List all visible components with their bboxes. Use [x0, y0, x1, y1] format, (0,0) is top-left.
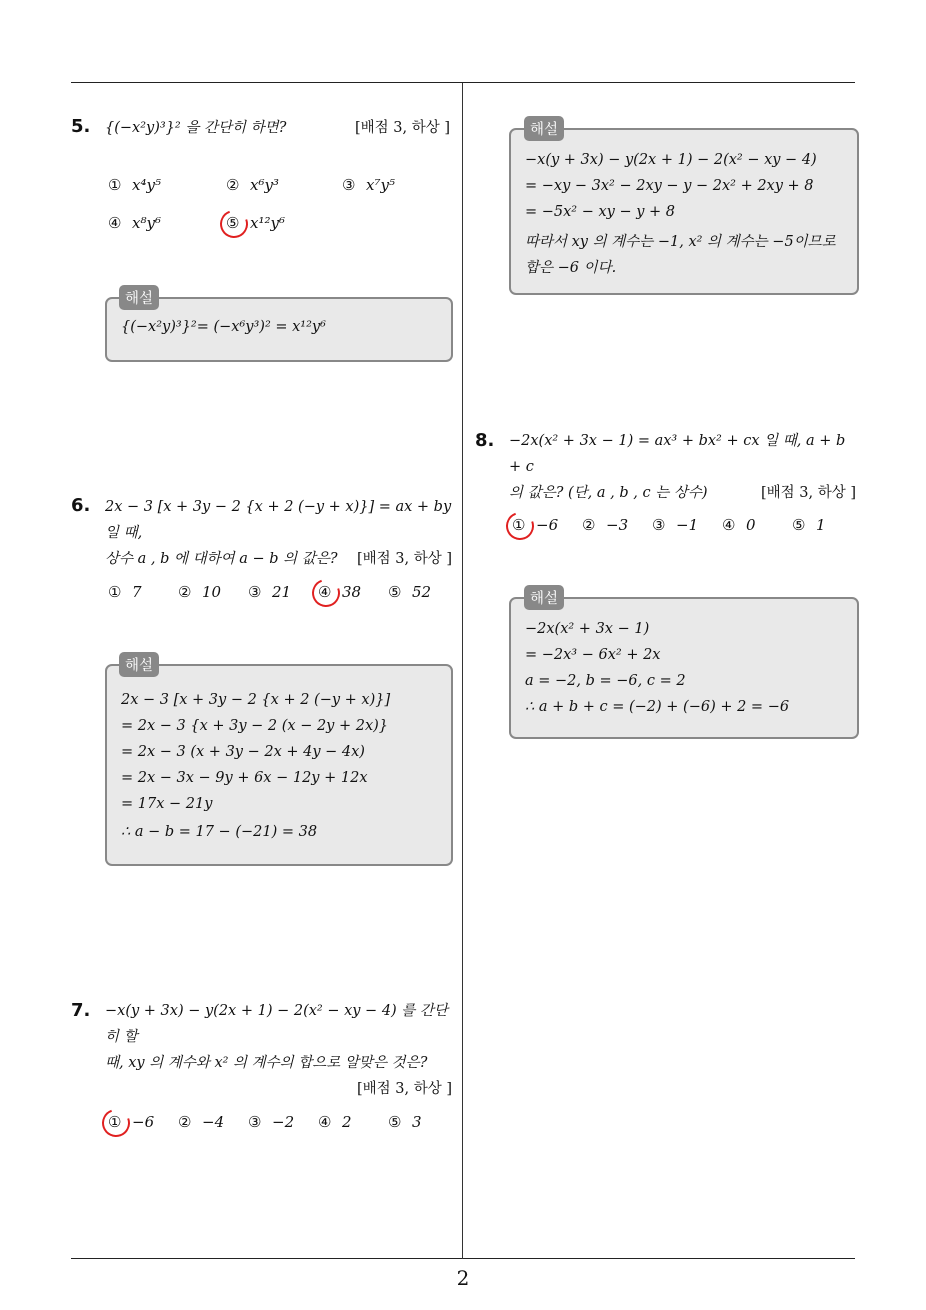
q6-solution-line-4: = 2x − 3x − 9y + 6x − 12y + 12x	[121, 770, 368, 786]
q7-choice-4-text: 2	[342, 1113, 352, 1131]
q6-choice-1-text: 7	[132, 583, 142, 601]
q7-choice-2-text: −4	[202, 1113, 225, 1131]
q6-solution-box	[105, 664, 453, 866]
question-7-meta: [배점 3, 하상 ]	[356, 1081, 452, 1097]
q8-choice-4-mark: ④	[722, 516, 736, 534]
q5-choice-2-text: x⁶y³	[250, 176, 279, 194]
q7-choice-5[interactable]	[388, 1113, 422, 1131]
q7-choice-3-mark: ③	[248, 1113, 262, 1131]
top-rule	[71, 82, 855, 83]
question-8-line-1: −2x(x² + 3x − 1) = ax³ + bx² + cx 일 때, a + b + c	[509, 433, 846, 475]
q6-solution-tag: 해설	[119, 652, 159, 677]
q7-solution-line-5: 합은 −6 이다.	[525, 260, 617, 276]
q5-solution-line: {(−x²y)³}²= (−x⁶y³)² = x¹²y⁶	[121, 319, 326, 335]
question-6-number: 6.	[71, 495, 91, 516]
q7-choice-1-text: −6	[132, 1113, 155, 1131]
q6-choice-5-text: 52	[412, 583, 432, 601]
q5-choice-4-mark: ④	[108, 214, 122, 232]
q6-solution-line-2: = 2x − 3 {x + 3y − 2 (x − 2y + 2x)}	[121, 718, 389, 734]
question-7-text	[105, 998, 452, 1102]
q7-choice-3-text: −2	[272, 1113, 295, 1131]
q7-choice-1-mark: ①	[108, 1113, 122, 1131]
q8-choice-2-mark: ②	[582, 516, 596, 534]
bottom-rule	[71, 1258, 855, 1259]
q6-choice-2-mark: ②	[178, 583, 192, 601]
q6-solution-line-1: 2x − 3 [x + 3y − 2 {x + 2 (−y + x)}]	[121, 692, 391, 708]
q5-choice-5-text: x¹²y⁶	[250, 214, 285, 232]
q5-choice-2-mark: ②	[226, 176, 240, 194]
q8-solution-tag: 해설	[524, 585, 564, 610]
question-7-number: 7.	[71, 1000, 91, 1021]
q7-solution-line-3: = −5x² − xy − y + 8	[525, 204, 676, 220]
q8-choice-3-mark: ③	[652, 516, 666, 534]
question-8-meta: [배점 3, 하상 ]	[760, 485, 856, 501]
q5-choice-1-text: x⁴y⁵	[132, 176, 161, 194]
q8-solution-line-4: ∴ a + b + c = (−2) + (−6) + 2 = −6	[525, 699, 790, 715]
q5-choice-1[interactable]	[108, 176, 161, 194]
question-6-text	[105, 494, 452, 572]
q8-choice-2[interactable]	[582, 516, 628, 534]
q6-choice-2-text: 10	[202, 583, 222, 601]
q8-choice-4-text: 0	[746, 516, 756, 534]
page-number: 2	[456, 1266, 470, 1290]
q6-choice-5-mark: ⑤	[388, 583, 402, 601]
q6-choice-3-text: 21	[272, 583, 292, 601]
q6-solution-line-3: = 2x − 3 (x + 3y − 2x + 4y − 4x)	[121, 744, 365, 760]
answer-circle-q5	[215, 205, 252, 242]
question-5-text	[105, 115, 450, 141]
q7-solution-line-1: −x(y + 3x) − y(2x + 1) − 2(x² − xy − 4)	[525, 152, 817, 168]
answer-circle-q8	[501, 507, 538, 544]
column-divider	[462, 83, 463, 1259]
q7-choice-4[interactable]	[318, 1113, 352, 1131]
q8-solution-line-3: a = −2, b = −6, c = 2	[525, 673, 686, 689]
q8-choice-1-mark: ①	[512, 516, 526, 534]
q7-choice-5-text: 3	[412, 1113, 422, 1131]
q5-choice-3-mark: ③	[342, 176, 356, 194]
q8-solution-line-2: = −2x³ − 6x² + 2x	[525, 647, 661, 663]
q7-choice-4-mark: ④	[318, 1113, 332, 1131]
question-5-meta: [배점 3, 하상 ]	[354, 120, 450, 136]
question-6-line-1: 2x − 3 [x + 3y − 2 {x + 2 (−y + x)}] = ax + by 일 때,	[105, 499, 452, 541]
question-8-line-2: 의 값은? (단, a , b , c 는 상수)	[509, 485, 708, 501]
q5-choice-4[interactable]	[108, 214, 161, 232]
q7-choice-5-mark: ⑤	[388, 1113, 402, 1131]
question-7-line-1: −x(y + 3x) − y(2x + 1) − 2(x² − xy − 4) 를 간단히 할	[105, 1003, 448, 1045]
q7-choice-2-mark: ②	[178, 1113, 192, 1131]
q6-choice-1-mark: ①	[108, 583, 122, 601]
q6-solution-line-5: = 17x − 21y	[121, 796, 213, 812]
q7-solution-tag: 해설	[524, 116, 564, 141]
question-8-number: 8.	[475, 430, 495, 451]
q6-choice-4-mark: ④	[318, 583, 332, 601]
q8-choice-5-mark: ⑤	[792, 516, 806, 534]
question-5-number: 5.	[71, 116, 91, 137]
q8-choice-2-text: −3	[606, 516, 629, 534]
q6-choice-2[interactable]	[178, 583, 221, 601]
q8-choice-3[interactable]	[652, 516, 698, 534]
q6-choice-5[interactable]	[388, 583, 431, 601]
q8-solution-line-1: −2x(x² + 3x − 1)	[525, 621, 650, 637]
q6-choice-3-mark: ③	[248, 583, 262, 601]
q5-choice-1-mark: ①	[108, 176, 122, 194]
q7-solution-box	[509, 128, 859, 295]
q8-choice-1-text: −6	[536, 516, 559, 534]
q8-choice-3-text: −1	[676, 516, 699, 534]
q5-solution-tag: 해설	[119, 285, 159, 310]
question-8-text	[509, 428, 856, 506]
q7-choice-3[interactable]	[248, 1113, 294, 1131]
q8-choice-4[interactable]	[722, 516, 756, 534]
question-6-line-2: 상수 a , b 에 대하여 a − b 의 값은?	[105, 551, 338, 567]
q6-choice-4-text: 38	[342, 583, 362, 601]
q5-choice-3[interactable]	[342, 176, 395, 194]
answer-circle-q7	[97, 1104, 134, 1141]
q7-solution-line-4: 따라서 xy 의 계수는 −1, x² 의 계수는 −5이므로	[525, 234, 836, 250]
q7-solution-line-2: = −xy − 3x² − 2xy − y − 2x² + 2xy + 8	[525, 178, 814, 194]
q6-solution-line-6: ∴ a − b = 17 − (−21) = 38	[121, 824, 318, 840]
q5-choice-2[interactable]	[226, 176, 279, 194]
answer-circle-q6	[307, 574, 344, 611]
question-7-line-2: 때, xy 의 계수와 x² 의 계수의 합으로 알맞은 것은?	[105, 1055, 428, 1071]
question-5-stem: {(−x²y)³}² 을 간단히 하면?	[105, 120, 287, 136]
q6-choice-3[interactable]	[248, 583, 291, 601]
q8-solution-box	[509, 597, 859, 739]
q8-choice-5[interactable]	[792, 516, 826, 534]
q5-choice-4-text: x⁸y⁶	[132, 214, 161, 232]
question-6-meta: [배점 3, 하상 ]	[356, 551, 452, 567]
q6-choice-1[interactable]	[108, 583, 142, 601]
q5-choice-3-text: x⁷y⁵	[366, 176, 395, 194]
q8-choice-5-text: 1	[816, 516, 826, 534]
q5-choice-5-mark: ⑤	[226, 214, 240, 232]
q7-choice-2[interactable]	[178, 1113, 224, 1131]
